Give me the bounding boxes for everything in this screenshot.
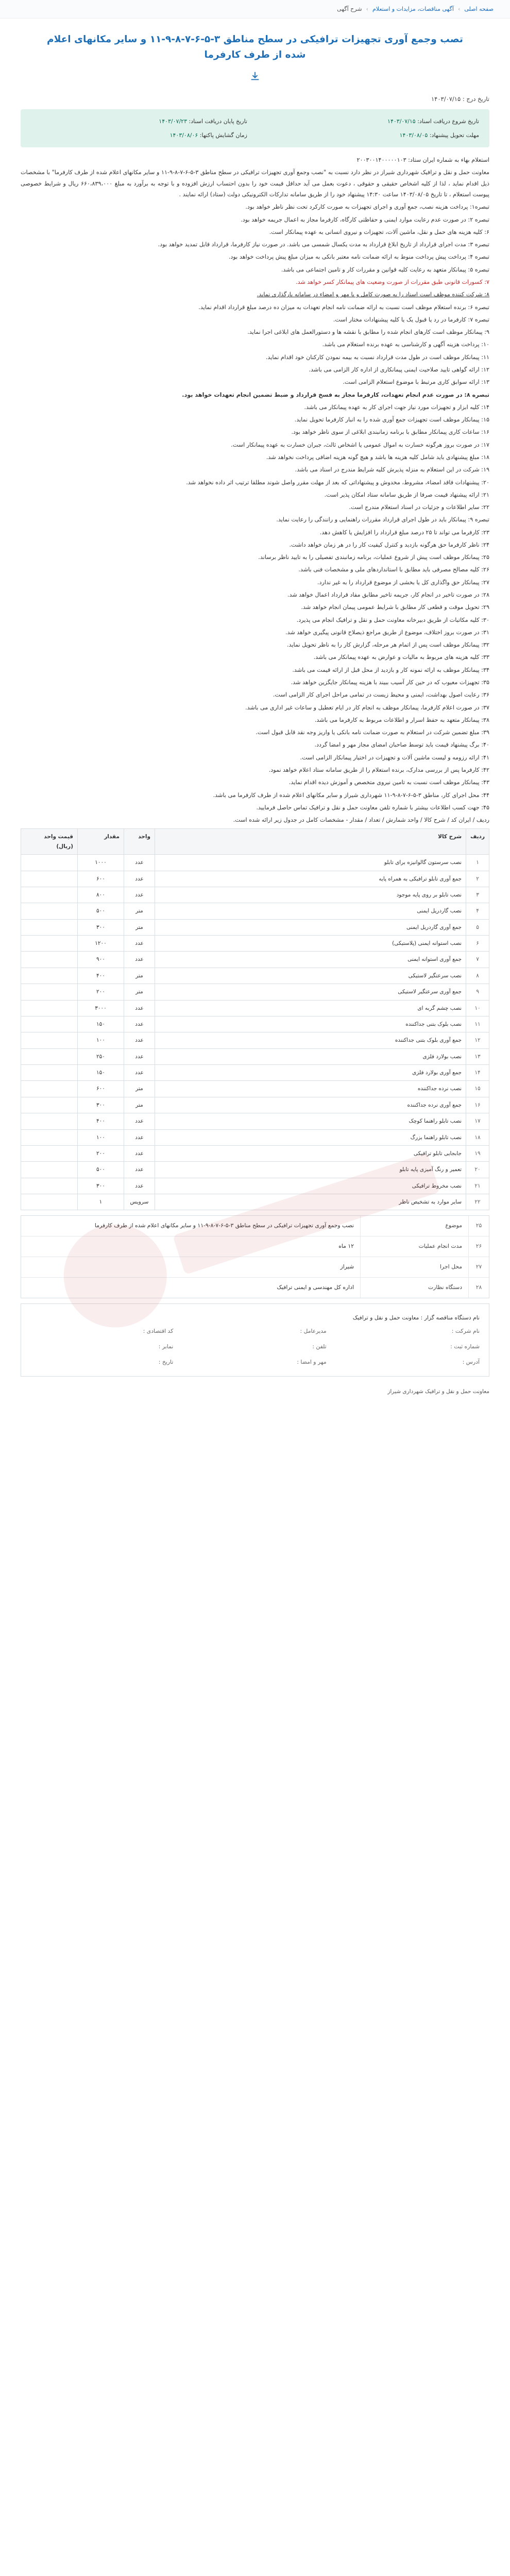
contact-field-label: آدرس :: [462, 1358, 480, 1365]
paragraph: تبصره ۴: پرداخت پیش پرداخت منوط به ارائه ضمانت نامه معتبر بانکی به میزان مبلغ پیش پرداخت خواهد بود.: [228, 253, 489, 261]
paragraph: ۳۳: کلیه هزینه های مربوط به مالیات و عوارض به عهده پیمانکار می باشد.: [313, 654, 489, 661]
table-cell: متر: [124, 984, 155, 1000]
end-date: تاریخ پایان دریافت اسناد: ۱۴۰۳/۰۷/۲۳: [159, 117, 247, 125]
paragraph: ۲۹: تحویل موقت و قطعی کار مطابق با شرایط عمومی پیمان انجام خواهد شد.: [301, 604, 489, 611]
paragraph: ۴۵: جهت کسب اطلاعات بیشتر با شماره تلفن معاونت حمل و نقل و ترافیک تماس حاصل فرمایید.: [256, 804, 489, 811]
table-row: [21, 919, 489, 935]
contact-form: [21, 1303, 489, 1377]
table-row: [21, 1097, 489, 1113]
paragraph: تبصره ۵: پیمانکار متعهد به رعایت کلیه قوانین و مقررات کار و تامین اجتماعی می باشد.: [281, 266, 489, 273]
table-cell: جمع آوری گاردریل ایمنی: [155, 919, 466, 935]
table-row: [21, 1129, 489, 1145]
table-cell: [21, 952, 78, 968]
paragraph: ردیف / ایران کد / شرح کالا / واحد شمارش / تعداد / مقدار - مشخصات کامل در جدول زیر ارائه شده است.: [233, 817, 489, 824]
items-table: [21, 828, 489, 1210]
table-cell: ۸۰۰: [78, 887, 124, 903]
table-cell: ۹: [466, 984, 489, 1000]
table-row: [21, 871, 489, 887]
table-cell: [21, 1194, 78, 1210]
table-row: [21, 1162, 489, 1178]
table-cell: جمع آوری نرده جداکننده: [155, 1097, 466, 1113]
table-row: [21, 952, 489, 968]
table-cell: ۱۱: [466, 1016, 489, 1032]
paragraph: تبصره ۳: مدت اجرای قرارداد از تاریخ ابلاغ قرارداد به مدت یکسال شمسی می باشد. در صورت نیاز کارفرما، قرارداد قابل تمدید خواهد بود.: [158, 241, 489, 248]
table-row: [21, 1016, 489, 1032]
table-cell: جمع آوری استوانه ایمنی: [155, 952, 466, 968]
paragraph: ۲۱: ارائه پیشنهاد قیمت صرفا از طریق سامانه ستاد امکان پذیر است.: [324, 491, 489, 498]
paragraph: تبصره۱: پرداخت هزینه نصب، جمع آوری و اجرای تجهیزات به صورت کارکرد تحت نظر ناظر خواهد بود.: [245, 204, 489, 211]
table-cell: نصب مخروط ترافیکی: [155, 1178, 466, 1194]
summary-cell: دستگاه نظارت: [360, 1278, 468, 1298]
paragraph: ۲۵: پیمانکار موظف است پیش از شروع عملیات، برنامه زمانبندی تفصیلی را به تایید ناظر برساند.: [258, 554, 489, 561]
dates-infobox: [21, 109, 489, 148]
table-cell: نصب تابلو راهنما بزرگ: [155, 1129, 466, 1145]
summary-cell: ۲۵: [468, 1216, 489, 1236]
summary-row: [21, 1278, 489, 1298]
table-cell: نصب سرستون گالوانیزه برای تابلو: [155, 855, 466, 871]
table-cell: متر: [124, 1097, 155, 1113]
summary-cell: ۲۸: [468, 1278, 489, 1298]
table-cell: عدد: [124, 887, 155, 903]
table-cell: ۱: [466, 855, 489, 871]
contact-field-label: نام شرکت :: [451, 1327, 480, 1334]
table-cell: [21, 968, 78, 984]
paragraph: ۱۱: پیمانکار موظف است در طول مدت قرارداد نسبت به بیمه نمودن کارکنان خود اقدام نماید.: [265, 353, 489, 361]
table-cell: نصب تابلو راهنما کوچک: [155, 1113, 466, 1129]
summary-row: [21, 1236, 489, 1257]
contact-field: [337, 1340, 480, 1353]
table-cell: عدد: [124, 855, 155, 871]
table-cell: ۸: [466, 968, 489, 984]
breadcrumb-current: شرح آگهی: [337, 6, 362, 12]
table-row: [21, 1145, 489, 1161]
contact-field: [30, 1340, 173, 1353]
table-row: [21, 1113, 489, 1129]
insert-date: تاریخ درج : ۱۴۰۳/۰۷/۱۵: [431, 95, 489, 103]
chevron-left-icon: ›: [366, 6, 368, 12]
table-cell: ۳۰۰: [78, 919, 124, 935]
table-row: [21, 1178, 489, 1194]
summary-cell: ۱۲ ماه: [338, 1243, 354, 1250]
paragraph: ۳۹: مبلغ تضمین شرکت در استعلام به صورت ضمانت نامه بانکی یا واریز وجه نقد قابل قبول است.: [256, 729, 489, 736]
table-cell: نصب بلوک بتنی جداکننده: [155, 1016, 466, 1032]
table-cell: ۱۰۰۰: [78, 855, 124, 871]
table-cell: [21, 871, 78, 887]
summary-cell: شیراز: [340, 1263, 354, 1270]
paragraph: ۹: پیمانکار موظف است کارهای انجام شده را مطابق با نقشه ها و دستورالعمل های ابلاغی اجرا نماید.: [247, 329, 489, 336]
table-cell: عدد: [124, 936, 155, 952]
paragraph: تبصره ۶: برنده استعلام موظف است نسبت به ارائه ضمانت نامه انجام تعهدات به میزان ده درصد مبلغ قرارداد اقدام نماید.: [198, 303, 489, 311]
table-cell: عدد: [124, 871, 155, 887]
table-row: [21, 855, 489, 871]
table-cell: سایر موارد به تشخیص ناظر: [155, 1194, 466, 1210]
table-cell: عدد: [124, 1065, 155, 1081]
col-header: شرح کالا: [155, 829, 466, 855]
table-cell: [21, 1129, 78, 1145]
summary-row: [21, 1216, 489, 1236]
header: [0, 19, 510, 88]
summary-cell: مدت انجام عملیات: [360, 1236, 468, 1257]
table-header-row: [21, 829, 489, 855]
table-cell: ۳۰۰: [78, 1178, 124, 1194]
paragraph: تبصره ۲: در صورت عدم رعایت موارد ایمنی و حفاظتی کارگاه، کارفرما مجاز به اعمال جریمه خواهد بود.: [241, 216, 489, 223]
table-cell: [21, 919, 78, 935]
contact-field-label: کد اقتصادی :: [143, 1327, 174, 1334]
table-cell: ۹۰۰: [78, 952, 124, 968]
table-cell: [21, 1032, 78, 1048]
table-cell: نصب تابلو بر روی پایه موجود: [155, 887, 466, 903]
contact-field-label: تاریخ :: [158, 1358, 174, 1365]
table-cell: ۳۰۰: [78, 1097, 124, 1113]
table-cell: [21, 887, 78, 903]
table-cell: جمع آوری بولارد فلزی: [155, 1065, 466, 1081]
paragraph: ۳۷: در صورت اعلام کارفرما، پیمانکار موظف به انجام کار در ایام تعطیل و ساعات غیر اداری می باشد.: [245, 704, 489, 711]
contact-field: [337, 1355, 480, 1369]
paragraph: ۳۲: پیمانکار موظف است پس از اتمام هر مرحله، گزارش کار را به ناظر تحویل نماید.: [287, 641, 489, 649]
announcement-body: [0, 155, 510, 825]
contact-field-label: مدیرعامل :: [300, 1327, 327, 1334]
table-cell: [21, 1081, 78, 1097]
table-cell: ۱۷: [466, 1113, 489, 1129]
chevron-left-icon: ›: [457, 6, 461, 12]
summary-cell: اداره کل مهندسی و ایمنی ترافیک: [277, 1284, 354, 1291]
table-cell: [21, 1048, 78, 1064]
table-cell: ۱۰۰: [78, 1129, 124, 1145]
summary-cell: ۲۶: [468, 1236, 489, 1257]
paragraph: ۲۳: کارفرما می تواند تا ۲۵ درصد مبلغ قرارداد را افزایش یا کاهش دهد.: [319, 529, 489, 536]
table-cell: ۲۰۰: [78, 1145, 124, 1161]
paragraph: ۱۷: در صورت بروز هرگونه خسارت به اموال عمومی یا اشخاص ثالث، جبران خسارت به عهده پیمانکار است.: [231, 441, 489, 448]
contact-field-label: شماره ثبت :: [450, 1343, 480, 1350]
table-cell: ۶: [466, 936, 489, 952]
table-cell: [21, 1016, 78, 1032]
contact-field-label: تلفن :: [312, 1343, 327, 1350]
contact-field: [30, 1355, 173, 1369]
breadcrumb-home[interactable]: صفحه اصلی: [464, 6, 494, 12]
paragraph: ۱۳: ارائه سوابق کاری مرتبط با موضوع استعلام الزامی است.: [343, 379, 489, 386]
contact-field-label: مهر و امضا :: [297, 1358, 327, 1365]
table-cell: [21, 1162, 78, 1178]
paragraph: ۳۰: کلیه مکاتبات از طریق دبیرخانه معاونت حمل و نقل و ترافیک انجام می پذیرد.: [296, 616, 489, 623]
table-cell: جمع آوری بلوک بتنی جداکننده: [155, 1032, 466, 1048]
paragraph: ۲۷: پیمانکار حق واگذاری کل یا بخشی از موضوع قرارداد را به غیر ندارد.: [317, 579, 489, 586]
table-cell: ۲۱: [466, 1178, 489, 1194]
table-cell: ۵: [466, 919, 489, 935]
table-cell: ۲۵۰: [78, 1048, 124, 1064]
summary-cell: ۲۷: [468, 1257, 489, 1277]
table-cell: [21, 1000, 78, 1016]
table-cell: عدد: [124, 1000, 155, 1016]
paragraph: ۱۲: ارائه گواهی تایید صلاحیت ایمنی پیمانکاری از اداره کار الزامی می باشد.: [309, 366, 489, 373]
table-cell: ۳: [466, 887, 489, 903]
paragraph: تبصره ۹: پیمانکار باید در طول اجرای قرارداد مقررات راهنمایی و رانندگی را رعایت نماید.: [276, 516, 489, 523]
paragraph: ۷: کسورات قانونی طبق مقررات از صورت وضعیت های پیمانکار کسر خواهد شد.: [296, 279, 489, 285]
table-cell: ۱۹: [466, 1145, 489, 1161]
deadline-date: مهلت تحویل پیشنهاد: ۱۴۰۳/۰۸/۰۵: [399, 131, 479, 139]
paragraph: ۳۴: پیمانکار موظف به ارائه نمونه کار و بازدید از محل قبل از ارائه قیمت می باشد.: [292, 666, 489, 673]
table-cell: ۱۴: [466, 1065, 489, 1081]
table-cell: ۲۲: [466, 1194, 489, 1210]
table-cell: نصب بولارد فلزی: [155, 1048, 466, 1064]
table-cell: [21, 1065, 78, 1081]
paragraph: ۱۶: ساعات کاری پیمانکار مطابق با برنامه زمانبندی ابلاغی از سوی ناظر خواهد بود.: [291, 429, 489, 436]
paragraph: ۱۵: پیمانکار موظف است تجهیزات جمع آوری شده را به انبار کارفرما تحویل نماید.: [294, 416, 489, 423]
contact-field: [183, 1355, 326, 1369]
paragraph: استعلام بهاء به شماره ایران ستاد: ۲۰۰۳۰۰۱۴۰۰۰۰۰۱۰۳: [356, 157, 489, 164]
table-cell: ۱۲۰۰: [78, 936, 124, 952]
table-row: [21, 1000, 489, 1016]
table-cell: نصب سرعتگیر لاستیکی: [155, 968, 466, 984]
table-cell: ۲: [466, 871, 489, 887]
paragraph: ۸: شرکت کننده موظف است اسناد را به صورت کامل و با مهر و امضاء در سامانه بارگذاری نماید.: [257, 291, 489, 298]
paragraph: ۱۹: شرکت در این استعلام به منزله پذیرش کلیه شرایط مندرج در اسناد می باشد.: [295, 466, 489, 473]
table-cell: ۷: [466, 952, 489, 968]
contact-field: [30, 1325, 173, 1338]
table-cell: ۱: [78, 1194, 124, 1210]
start-date: تاریخ شروع دریافت اسناد: ۱۴۰۳/۰۷/۱۵: [387, 117, 479, 125]
download-icon[interactable]: [246, 67, 264, 85]
paragraph: ۳۸: پیمانکار متعهد به حفظ اسرار و اطلاعات مربوط به کارفرما می باشد.: [314, 716, 489, 723]
table-cell: ۱۵۰: [78, 1016, 124, 1032]
contact-field: [337, 1325, 480, 1338]
table-cell: ۱۳: [466, 1048, 489, 1064]
footer-note: معاونت حمل و نقل و ترافیک شهرداری شیراز: [387, 1388, 489, 1395]
col-header: ردیف: [466, 829, 489, 855]
table-row: [21, 968, 489, 984]
table-cell: عدد: [124, 1129, 155, 1145]
table-cell: ۱۶: [466, 1097, 489, 1113]
table-cell: [21, 1113, 78, 1129]
table-cell: عدد: [124, 1016, 155, 1032]
table-row: [21, 984, 489, 1000]
summary-cell: موضوع: [360, 1216, 468, 1236]
table-cell: جابجایی تابلو ترافیکی: [155, 1145, 466, 1161]
paragraph: ۲۴: ناظر کارفرما حق هرگونه بازدید و کنترل کیفیت کار را در هر زمان خواهد داشت.: [289, 541, 489, 548]
col-header: قیمت واحد (ریال): [21, 829, 78, 855]
summary-table: [21, 1215, 489, 1298]
table-cell: متر: [124, 1081, 155, 1097]
table-cell: ۵۰۰: [78, 903, 124, 919]
paragraph: ۱۴: کلیه ابزار و تجهیزات مورد نیاز جهت اجرای کار به عهده پیمانکار می باشد.: [304, 403, 489, 411]
table-cell: عدد: [124, 952, 155, 968]
table-cell: ۱۰: [466, 1000, 489, 1016]
paragraph: ۳۱: در صورت بروز اختلاف، موضوع از طریق مراجع ذیصلاح قانونی پیگیری خواهد شد.: [285, 629, 489, 636]
table-cell: سرویس: [124, 1194, 155, 1210]
contact-title: نام دستگاه مناقصه گزار : معاونت حمل و نقل و ترافیک: [352, 1314, 480, 1321]
table-row: [21, 1065, 489, 1081]
opening-date: زمان گشایش پاکتها: ۱۴۰۳/۰۸/۰۶: [169, 131, 247, 139]
page-title: تصب وجمع آوری تجهیزات ترافیکی در سطح مناطق ۳-۵-۶-۷-۸-۹-۱۱ و سایر مکانهای اعلام شده از طرف کارفرما: [47, 34, 463, 60]
paragraph: ۴۱: ارائه رزومه و لیست ماشین آلات و تجهیزات در اختیار پیمانکار الزامی است.: [300, 754, 489, 761]
paragraph: ۲۸: در صورت تاخیر در انجام کار، جریمه تاخیر مطابق مفاد قرارداد اعمال خواهد شد.: [287, 591, 489, 599]
table-cell: متر: [124, 919, 155, 935]
table-cell: [21, 936, 78, 952]
table-cell: عدد: [124, 1113, 155, 1129]
table-cell: [21, 1097, 78, 1113]
paragraph: تبصره ۸: در صورت عدم انجام تعهدات، کارفرما مجاز به فسخ قرارداد و ضبط تضمین انجام تعهدات خواهد بود.: [182, 391, 489, 398]
table-cell: نصب چشم گربه ای: [155, 1000, 466, 1016]
table-cell: ۲۰: [466, 1162, 489, 1178]
table-cell: عدد: [124, 1048, 155, 1064]
table-cell: ۱۵۰: [78, 1065, 124, 1081]
table-cell: ۱۰۰: [78, 1032, 124, 1048]
table-cell: عدد: [124, 1178, 155, 1194]
table-row: [21, 1032, 489, 1048]
summary-cell: محل اجرا: [360, 1257, 468, 1277]
table-cell: متر: [124, 903, 155, 919]
table-row: [21, 887, 489, 903]
table-cell: ۱۸: [466, 1129, 489, 1145]
table-row: [21, 1081, 489, 1097]
breadcrumb-tenders[interactable]: آگهی مناقصات، مزایدات و استعلام: [372, 6, 454, 12]
table-cell: نصب گاردریل ایمنی: [155, 903, 466, 919]
paragraph: ۱۰: پرداخت هزینه آگهی و کارشناسی به عهده برنده استعلام می باشد.: [322, 341, 489, 348]
table-cell: ۳۰۰۰: [78, 1000, 124, 1016]
summary-row: [21, 1257, 489, 1278]
summary-cell: نصب وجمع آوری تجهیزات ترافیکی در سطح مناطق ۳-۵-۶-۷-۸-۹-۱۱ و سایر مکانهای اعلام شده از طرف کارفرما: [94, 1222, 354, 1229]
table-cell: جمع آوری سرعتگیر لاستیکی: [155, 984, 466, 1000]
paragraph: ۳۵: تجهیزات معیوب که در حین کار آسیب ببیند با هزینه پیمانکار جایگزین خواهد شد.: [291, 679, 489, 686]
paragraph: ۲۶: کلیه مصالح مصرفی باید مطابق با استانداردهای ملی و مشخصات فنی باشد.: [298, 566, 489, 573]
col-header: مقدار: [78, 829, 124, 855]
paragraph: ۳۶: رعایت اصول بهداشت، ایمنی و محیط زیست در تمامی مراحل اجرای کار الزامی است.: [273, 691, 489, 699]
table-cell: عدد: [124, 1032, 155, 1048]
paragraph: ۶: کلیه هزینه های حمل و نقل، ماشین آلات، تجهیزات و نیروی انسانی به عهده پیمانکار است.: [269, 228, 489, 235]
table-cell: ۲۰۰: [78, 984, 124, 1000]
paragraph: ۴۲: کارفرما پس از بررسی مدارک، برنده استعلام را از طریق سامانه ستاد اعلام خواهد نمود.: [268, 766, 489, 773]
table-cell: ۴۰۰: [78, 968, 124, 984]
contact-field: [183, 1325, 326, 1338]
paragraph: ۴۴: محل اجرای کار، مناطق ۳-۵-۶-۷-۸-۹-۱۱ شهرداری شیراز و سایر مکانهای اعلام شده از طرف کارفرما می باشد.: [213, 791, 489, 799]
table-cell: [21, 903, 78, 919]
table-row: [21, 1194, 489, 1210]
paragraph: ۱۸: مبلغ پیشنهادی باید شامل کلیه هزینه ها باشد و هیچ گونه هزینه اضافی پرداخت نخواهد شد.: [266, 453, 489, 461]
contact-field: [183, 1340, 326, 1353]
table-row: [21, 936, 489, 952]
table-row: [21, 1048, 489, 1064]
col-header: واحد: [124, 829, 155, 855]
table-cell: [21, 1145, 78, 1161]
table-cell: ۶۰۰: [78, 871, 124, 887]
table-cell: متر: [124, 968, 155, 984]
table-cell: عدد: [124, 1162, 155, 1178]
table-row: [21, 903, 489, 919]
paragraph: ۲۲: سایر اطلاعات و جزئیات در اسناد استعلام مندرج است.: [349, 504, 489, 511]
table-cell: عدد: [124, 1145, 155, 1161]
table-cell: جمع آوری تابلو ترافیکی به همراه پایه: [155, 871, 466, 887]
table-cell: نصب استوانه ایمنی (پلاستیکی): [155, 936, 466, 952]
table-cell: ۵۰۰: [78, 1162, 124, 1178]
breadcrumb: [0, 0, 510, 19]
table-cell: [21, 855, 78, 871]
table-cell: ۶۰۰: [78, 1081, 124, 1097]
paragraph: تبصره ۷: کارفرما در رد یا قبول یک یا کلیه پیشنهادات مختار است.: [333, 316, 489, 323]
table-cell: نصب نرده جداکننده: [155, 1081, 466, 1097]
table-cell: تعمیر و رنگ آمیزی پایه تابلو: [155, 1162, 466, 1178]
table-cell: ۴۰۰: [78, 1113, 124, 1129]
table-cell: [21, 984, 78, 1000]
paragraph: ۴۳: پیمانکار موظف است نسبت به تامین نیروی متخصص و آموزش دیده اقدام نماید.: [288, 779, 489, 786]
table-cell: ۱۲: [466, 1032, 489, 1048]
contact-field-label: نمابر :: [158, 1343, 174, 1350]
table-cell: ۴: [466, 903, 489, 919]
table-cell: ۱۵: [466, 1081, 489, 1097]
paragraph: ۴۰: برگ پیشنهاد قیمت باید توسط صاحبان امضای مجاز مهر و امضا گردد.: [314, 741, 489, 749]
paragraph: ۲۰: پیشنهادات فاقد امضاء، مشروط، مخدوش و پیشنهاداتی که بعد از مهلت مقرر واصل شوند مطلقا ترتیب اثر داده نخواهد شد.: [186, 479, 489, 486]
table-cell: [21, 1178, 78, 1194]
paragraph: معاونت حمل و نقل و ترافیک شهرداری شیراز در نظر دارد نسبت به "نصب وجمع آوری تجهیزات ترافیکی در سطح مناطق ۳-۵-۶-۷-۸-۹-۱۱ و سایر مکانهای اعلام شده از طرف کارفرما" با مشخصات ذیل اقدام نماید ، لذا از کلیه اشخاص حقیقی و حقوقی ، دعوت بعمل می آید حداقل قیمت خود را بدون احتساب ارزش افزوده و با توجه به برآورد به مبلغ ۶۶۰،۸۳۹،۰۰۰ ریال و شرایط خصوصی پیوست استعلام ، تا تاریخ ۱۴۰۳/۰۸/۰۵ ساعت ۱۴:۳۰ پیشنهاد خود را از طریق سامانه تدارکات الکترونیکی دولت (ستاد) ارائه نمایند .: [21, 169, 490, 198]
